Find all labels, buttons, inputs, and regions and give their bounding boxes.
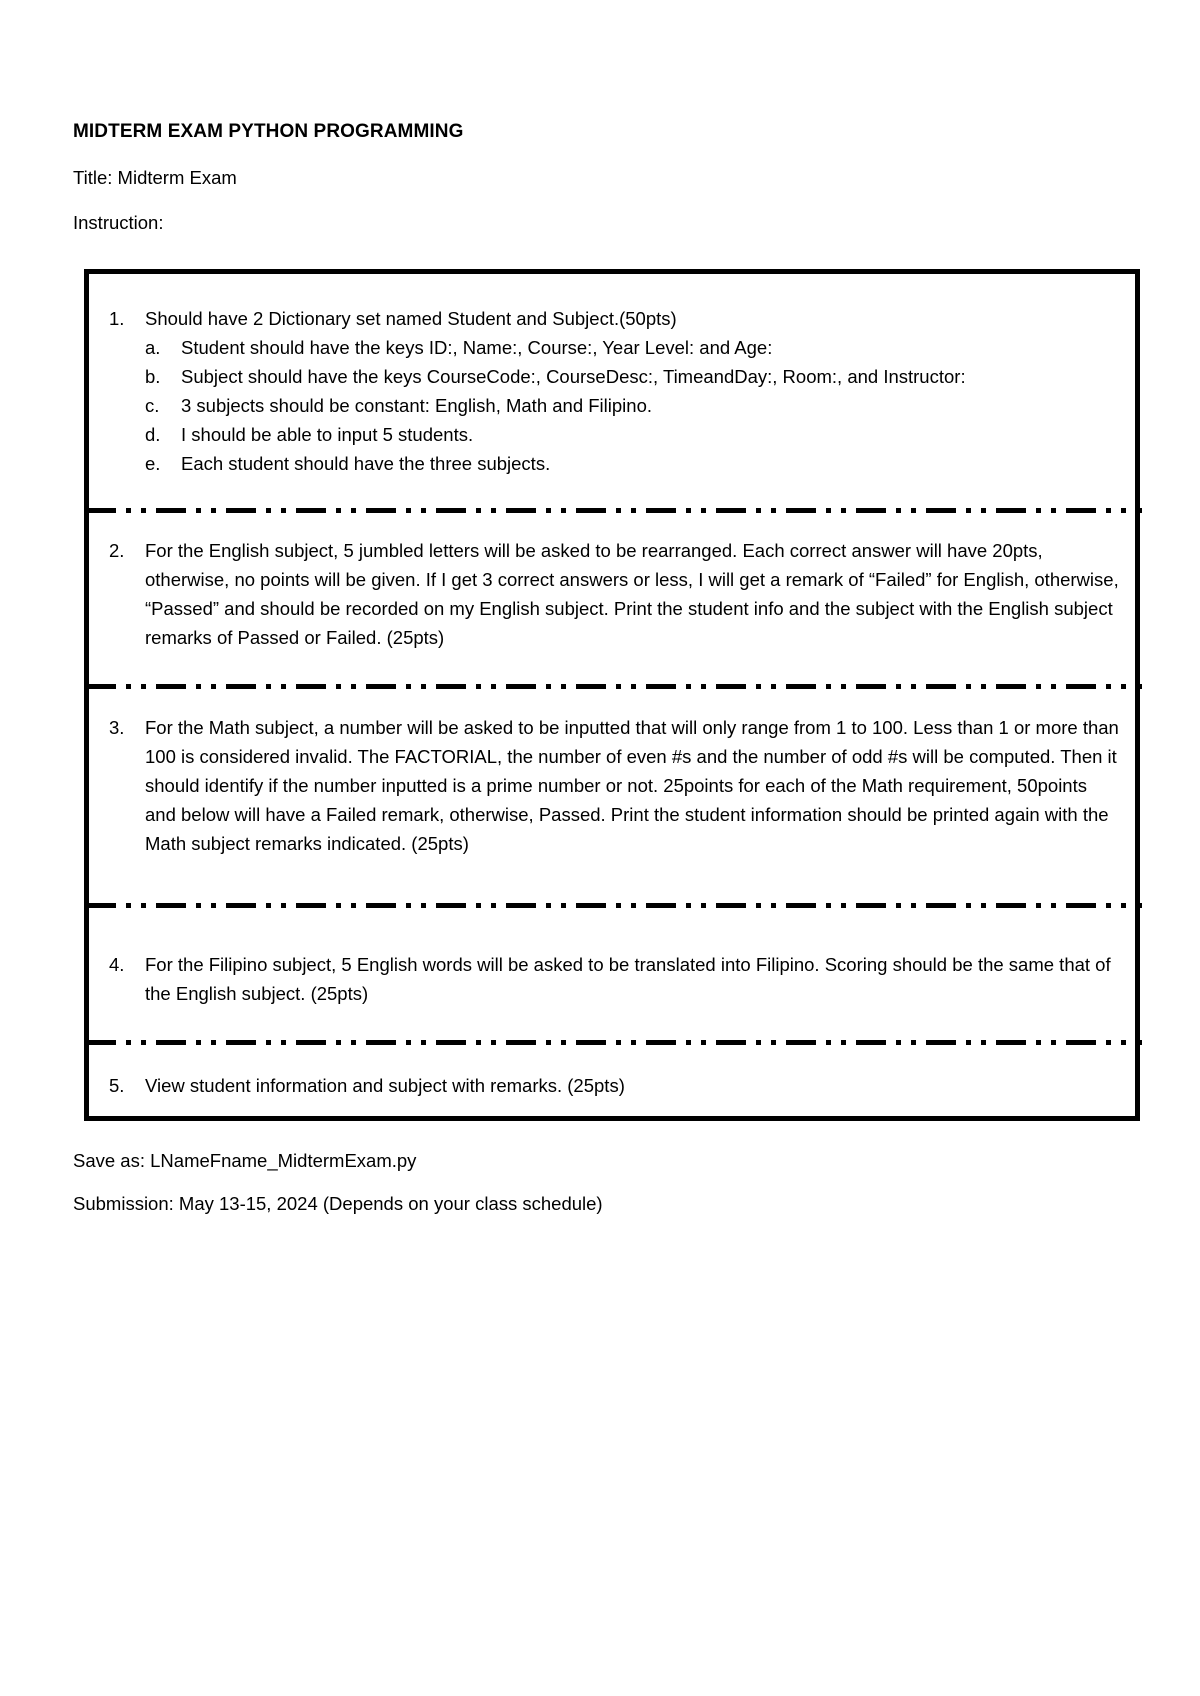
subitem-d [145, 420, 1121, 449]
subitem-text: Subject should have the keys CourseCode:, CourseDesc:, TimeandDay:, Room:, and Instructor: [181, 366, 966, 387]
item-number: 1. [109, 308, 125, 329]
item-text: Should have 2 Dictionary set named Student and Subject.(50pts) [145, 308, 677, 329]
item-text: View student information and subject with remarks. (25pts) [145, 1075, 625, 1096]
item-number: 3. [109, 717, 125, 738]
subitem-e [145, 449, 1121, 478]
instruction-item-4 [109, 950, 1121, 1008]
instruction-item-3 [109, 713, 1121, 858]
instruction-item-2 [109, 536, 1121, 652]
subitem-text: Each student should have the three subjects. [181, 453, 551, 474]
item-number: 2. [109, 540, 125, 561]
subitem-text: Student should have the keys ID:, Name:, Course:, Year Level: and Age: [181, 337, 773, 358]
instructions-box [84, 269, 1140, 1121]
instruction-item-5 [109, 1071, 1121, 1100]
instruction-line: Instruction: [73, 212, 164, 233]
subitem-b [145, 362, 1121, 391]
dash-dot-divider [86, 902, 1142, 909]
title-line: Title: Midterm Exam [73, 167, 237, 188]
subitem-c [145, 391, 1121, 420]
item-number: 5. [109, 1075, 125, 1096]
subitem-letter: a. [145, 337, 161, 358]
item-text: For the Filipino subject, 5 English words will be asked to be translated into Filipino. Scoring should be the same that of the English subject. (25pts) [145, 954, 1111, 1004]
instruction-item-1 [109, 304, 1121, 478]
subitem-letter: d. [145, 424, 161, 445]
subitem-text: 3 subjects should be constant: English, Math and Filipino. [181, 395, 653, 416]
subitem-a [145, 333, 1121, 362]
document-heading: MIDTERM EXAM PYTHON PROGRAMMING [73, 121, 464, 142]
dash-dot-divider [86, 507, 1142, 514]
subitem-letter: b. [145, 366, 161, 387]
subitem-letter: c. [145, 395, 160, 416]
subitem-text: I should be able to input 5 students. [181, 424, 474, 445]
item-number: 4. [109, 954, 125, 975]
submission-line: Submission: May 13-15, 2024 (Depends on your class schedule) [73, 1193, 603, 1214]
item-text: For the English subject, 5 jumbled letters will be asked to be rearranged. Each correct answer will have 20pts, otherwise, no points will be given. If I get 3 correct answers or less, I will get a remark of “Failed” for English, otherwise, “Passed” and should be recorded on my English subject. Print the student info and the subject with the English subject remarks of Passed or Failed. (25pts) [145, 540, 1119, 648]
item-text: For the Math subject, a number will be asked to be inputted that will only range from 1 to 100. Less than 1 or more than 100 is considered invalid. The FACTORIAL, the number of even #s and the number of odd #s will be computed. Then it should identify if the number inputted is a prime number or not. 25points for each of the Math requirement, 50points and below will have a Failed remark, otherwise, Passed. Print the student information should be printed again with the Math subject remarks indicated. (25pts) [145, 717, 1119, 854]
dash-dot-divider [86, 1039, 1142, 1046]
save-as-line: Save as: LNameFname_MidtermExam.py [73, 1150, 417, 1171]
subitem-letter: e. [145, 453, 161, 474]
dash-dot-divider [86, 683, 1142, 690]
